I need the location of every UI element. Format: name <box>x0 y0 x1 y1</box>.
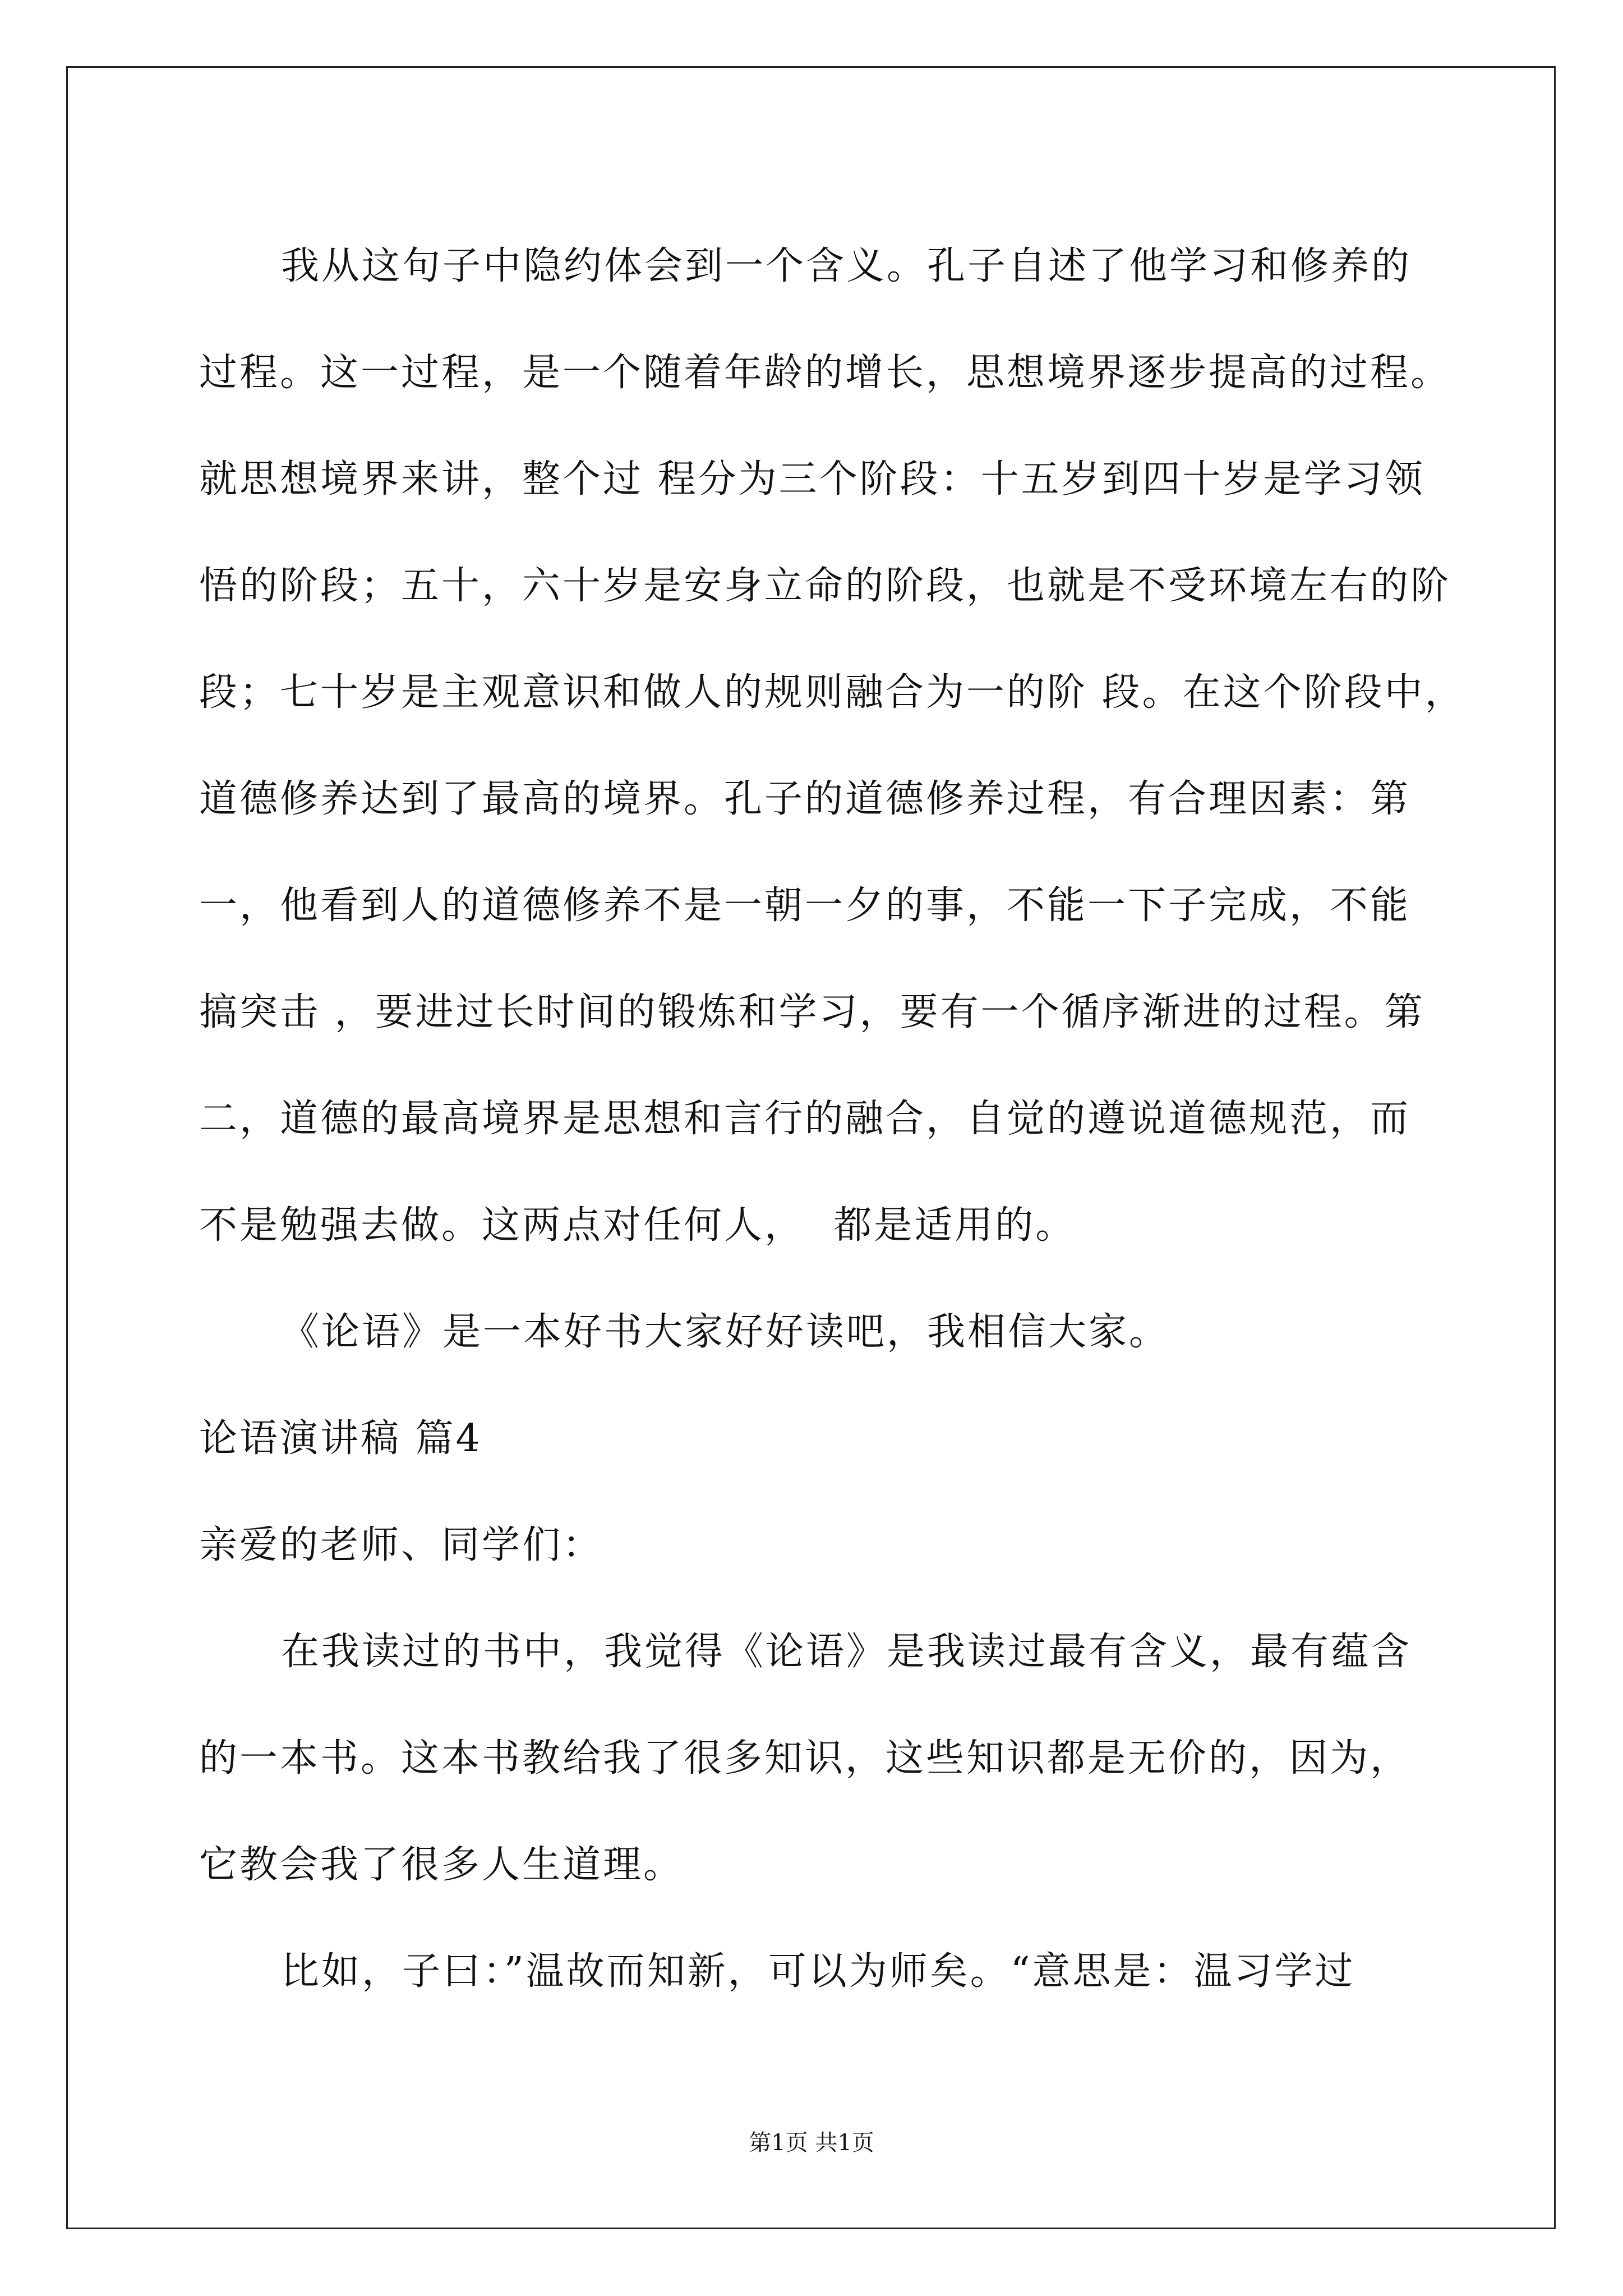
text-line: 它教会我了很多人生道理。 <box>199 1843 684 1887</box>
text-line: 我从这句子中隐约体会到一个含义。孔子自述了他学习和修养的 <box>281 244 1412 288</box>
text-line: 二，道德的最高境界是思想和言行的融合，自觉的遵说道德规范，而 <box>199 1097 1411 1141</box>
text-line: 段；七十岁是主观意识和做人的规则融合为一的阶 段。在这个阶段中， <box>199 670 1465 715</box>
salutation: 亲爱的老师、同学们： <box>199 1523 603 1567</box>
text-line: 过程。这一过程，是一个随着年龄的增长，思想境界逐步提高的过程。 <box>199 351 1451 395</box>
text-line: 一，他看到人的道德修养不是一朝一夕的事，不能一下子完成，不能 <box>199 884 1411 928</box>
text-line: 搞突击 ，要进过长时间的锻炼和学习，要有一个循序渐进的过程。第 <box>199 990 1425 1034</box>
document-body <box>199 213 1465 2025</box>
section-heading: 论语演讲稿 篇4 <box>199 1416 482 1461</box>
text-line: 道德修养达到了最高的境界。孔子的道德修养过程，有合理因素：第 <box>199 777 1411 821</box>
text-line: 悟的阶段；五十，六十岁是安身立命的阶段，也就是不受环境左右的阶 <box>199 564 1451 608</box>
page-footer: 第1页 共1页 <box>749 2130 874 2156</box>
text-line: 《论语》是一本好书大家好好读吧，我相信大家。 <box>281 1310 1170 1354</box>
text-line: 就思想境界来讲，整个过 程分为三个阶段：十五岁到四十岁是学习领 <box>199 457 1425 501</box>
text-line: 的一本书。这本书教给我了很多知识，这些知识都是无价的，因为， <box>199 1736 1411 1780</box>
text-line: 在我读过的书中，我觉得《论语》是我读过最有含义，最有蕴含 <box>281 1630 1412 1674</box>
text-line: 不是勉强去做。这两点对任何人， 都是适用的。 <box>199 1203 1076 1248</box>
text-line: 比如，子曰：”温故而知新，可以为师矣。“意思是：温习学过 <box>281 1949 1355 1994</box>
